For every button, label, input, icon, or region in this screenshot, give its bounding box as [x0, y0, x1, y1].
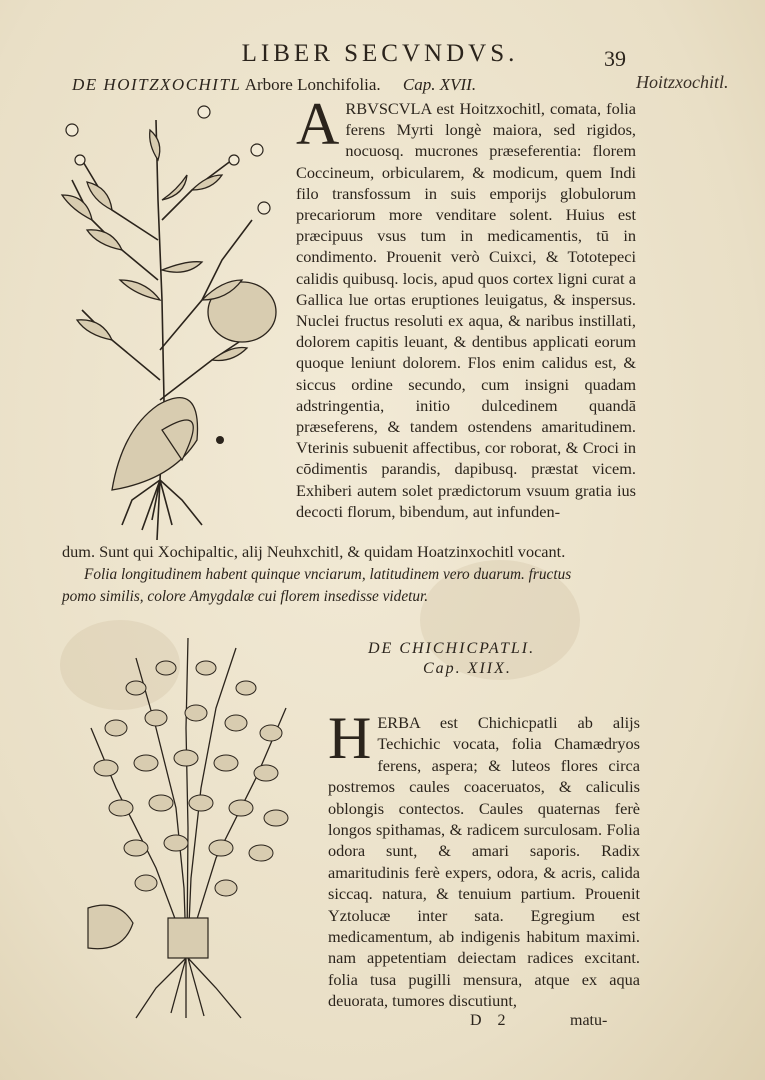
- chapter2-body-text: ERBA est Chichicpatli ab alijs Techichic vocata, folia Chamædryos ferens, aspera; & luteos flores circa postremos caules coaceruatos, & caliculis oblongis contectos. Caules quaternas ferè longos spithamas, & radicem surculosam. Folia odora sunt, & amari saporis. Radix amaritudinis ferè expers, odora, & acris, calida siccaq. natura, & tenuium partium. Prouenit Yztolucæ inter sata. Egregium est medicamentum, ab indigenis habitum maximi. nam appetentiam deiectam radices excitant. folia tusa pugilli mensura, atque ex aqua deuorata, tumores discutiunt,: [328, 713, 640, 1011]
- chapter1-body-text: RBVSCVLA est Hoitzxochitl, comata, folia ferens Myrti longè maiora, sed rigidos, nocuosq. mucrones præseferentia: florem Coccineum, orbicularem, & modicum, quem Indi filo transfossum in suis emporijs globulorum precariorum more venditare solent. Huius est præcipuus vsus tum in medicamentis, tū in condimento. Prouenit verò Cuixci, & Tototepeci calidis quibusq. locis, apud quos cortex ligni curat a Gallica lue ortas eruptiones leuigatus, & inspersus. Nuclei fructus resoluti ex aqua, & naribus instillati, dolorem capitis leuant, & dentibus applicati eorum quoque leniunt dolorem. Flos enim calidus est, & siccus ordine secundo, cum insigni quadam adstringentia, initio dulcedinem quandā præseferens, & tandem ostendens amaritudinem. Vterinis subuenit affectibus, cor roborat, & Croci in cōdimentis parandis, dapibusq. præstat vicem. Exhiberi autem solet prædictorum vsuum gratia ius decocti florum, bibendum, aut infunden-: [296, 99, 636, 521]
- chapter2-title: DE CHICHICPATLI.: [368, 640, 536, 657]
- hoitzxochitl-plant-woodcut-icon: [52, 100, 284, 540]
- chapter1-cap: Cap. XVII.: [402, 75, 477, 94]
- chapter1-subtitle: Arbore Lonchifolia.: [244, 75, 381, 94]
- chapter1-heading: [72, 75, 632, 95]
- chapter1-plant-name: DE HOITZXOCHITL: [72, 75, 242, 94]
- margin-note: Hoitzxochitl.: [636, 72, 729, 92]
- chapter2-body: [328, 705, 640, 1012]
- chapter1-note-line1: Folia longitudinem habent quinque vnciarum, latitudinem vero duarum. fructus: [84, 566, 572, 583]
- chapter1-note-line2: pomo similis, colore Amygdalæ cui florem insedisse videtur.: [62, 588, 429, 605]
- chapter2-cap: Cap. XIIX.: [423, 660, 512, 677]
- chichicpatli-herb-woodcut-icon: [76, 628, 306, 1028]
- page-number: 39: [604, 46, 626, 71]
- chapter1-full-line: dum. Sunt qui Xochipaltic, alij Neuhxchitl, & quidam Hoatzinxochitl vocant.: [62, 542, 566, 561]
- catchword: matu-: [570, 1012, 608, 1029]
- signature-mark: D 2: [470, 1012, 512, 1029]
- chapter1-dropcap: A: [296, 91, 340, 157]
- chapter2-dropcap: H: [328, 705, 372, 771]
- chapter2-heading: [368, 640, 608, 678]
- running-head: LIBER SECVNDVS.: [241, 40, 519, 67]
- chapter1-body: [296, 91, 636, 522]
